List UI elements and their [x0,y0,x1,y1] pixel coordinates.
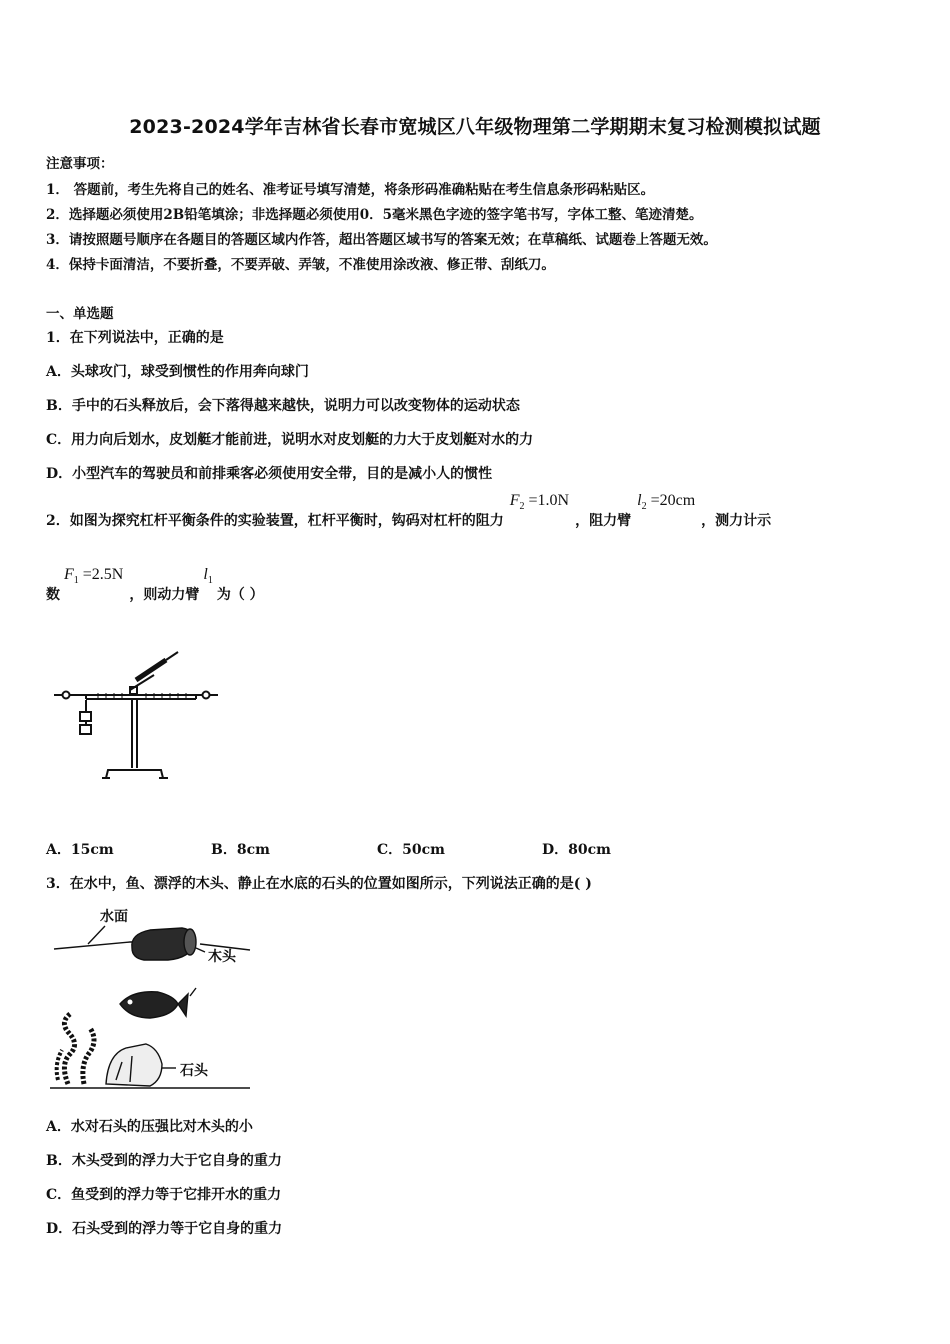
notice-item: 3．请按照题号顺序在各题目的答题区域内作答，超出答题区域书写的答案无效；在草稿纸、试题卷上答题无效。 [46,232,717,248]
question-2-option-b: B．8cm [211,842,270,858]
question-1-stem: 1．在下列说法中，正确的是 [46,330,224,346]
question-2-text: 数 [46,587,60,603]
question-1-option-d: D．小型汽车的驾驶员和前排乘客必须使用安全带，目的是减小人的惯性 [46,466,493,482]
notice-item: 4．保持卡面清洁，不要折叠，不要弄破、弄皱，不准使用涂改液、修正带、刮纸刀。 [46,257,555,273]
question-2-text: 2．如图为探究杠杆平衡条件的实验装置，杠杆平衡时，钩码对杠杆的阻力 [46,513,504,529]
question-3-option-a: A．水对石头的压强比对木头的小 [46,1119,253,1135]
question-2-text: ，阻力臂 [575,513,632,529]
notice-heading: 注意事项： [46,156,114,172]
question-2-option-a: A．15cm [46,842,114,858]
question-2-text: 为（ ） [216,587,264,603]
section-heading: 一、单选题 [46,306,114,322]
question-3-option-d: D．石头受到的浮力等于它自身的重力 [46,1221,283,1237]
water-scene-figure [50,904,260,1094]
question-2-option-d: D．80cm [542,842,611,858]
notice-item: 2．选择题必须使用2B铅笔填涂；非选择题必须使用0．5毫米黑色字迹的签字笔书写，字体工整、笔迹清楚。 [46,207,703,223]
formula-l1: $l_1$ [203,566,213,586]
label-stone: 石头 [180,1063,208,1079]
formula-f1: $F_1 =2.5N$ [64,566,124,586]
question-3-option-b: B．木头受到的浮力大于它自身的重力 [46,1153,282,1169]
label-water-surface: 水面 [100,909,128,925]
question-1-option-a: A．头球攻门，球受到惯性的作用奔向球门 [46,364,309,380]
question-1-option-c: C．用力向后划水，皮划艇才能前进，说明水对皮划艇的力大于皮划艇对水的力 [46,432,534,448]
notice-item: 1． 答题前，考生先将自己的姓名、准考证号填写清楚，将条形码准确粘贴在考生信息条形码粘贴区。 [46,182,655,198]
question-1-option-b: B．手中的石头释放后，会下落得越来越快，说明力可以改变物体的运动状态 [46,398,520,414]
label-wood: 木头 [208,949,236,965]
page-title: 2023-2024学年吉林省长春市宽城区八年级物理第二学期期末复习检测模拟试题 [129,116,821,138]
question-3-option-c: C．鱼受到的浮力等于它排开水的重力 [46,1187,282,1203]
question-2-stem-line-2 [46,566,264,603]
question-3-stem: 3．在水中，鱼、漂浮的木头、静止在水底的石头的位置如图所示，下列说法正确的是( ) [46,876,592,892]
question-2-text: ，测力计示 [701,513,772,529]
formula-l2: $l_2 =20cm$ [637,492,696,512]
formula-f2: $F_2 =1.0N$ [509,492,570,512]
question-2-option-c: C．50cm [377,842,445,858]
question-2-text: ，则动力臂 [129,587,200,603]
lever-apparatus-figure [46,640,226,790]
question-2-stem-line-1 [46,492,772,529]
